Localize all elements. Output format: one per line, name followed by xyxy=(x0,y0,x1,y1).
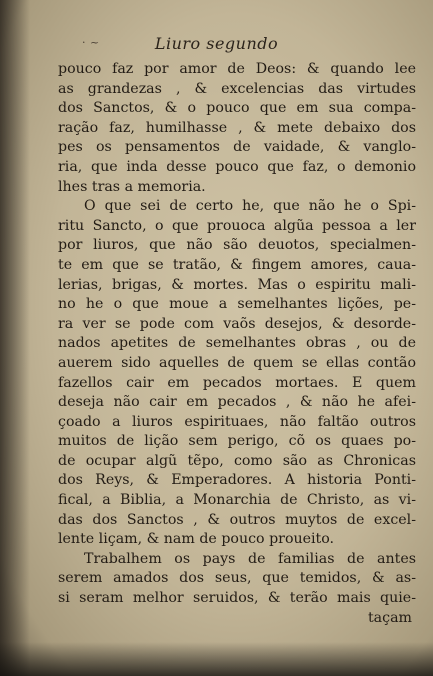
text-line: lhes tras a memoria. xyxy=(58,178,206,195)
text-line: das dos Sanctos , & outros muytos de excel- xyxy=(58,511,416,528)
text-line: pes os pensamentos de vaidade, & vanglo- xyxy=(58,139,416,156)
text-line: O que sei de certo he, que não he o Spi- xyxy=(84,198,416,215)
text-line: Trabalhem os pays de familias de antes xyxy=(84,550,416,567)
text-line: lerias, brigas, & mortes. Mas o espiritu mali- xyxy=(58,276,416,293)
text-line: serem amados dos seus, que temidos, & as- xyxy=(58,570,416,587)
text-line: dos Sanctos, & o pouco que em sua compa- xyxy=(58,100,416,117)
running-header xyxy=(0,34,433,53)
text-line: ritu Sancto, o que prouoca algũa pessoa a ler xyxy=(58,217,416,234)
text-line: fazellos cair em pecados mortaes. E quem xyxy=(58,374,416,391)
text-line: auerem sido aquelles de quem se ellas contão xyxy=(58,354,416,371)
text-line: deseja não cair em pecados , & não he afei- xyxy=(58,394,416,411)
text-line: pouco faz por amor de Deos: & quando lee xyxy=(58,61,416,77)
text-line: de ocupar algũ tẽpo, como são as Chronicas xyxy=(58,452,416,469)
text-line: nados apetites de semelhantes obras , ou de xyxy=(58,335,416,352)
text-line: muitos de lição sem perigo, cõ os quaes po- xyxy=(58,433,416,450)
text-line: no he o que moue a semelhantes lições, pe- xyxy=(58,296,416,313)
text-line: te em que se tratão, & fingem amores, caua- xyxy=(58,256,416,273)
body-text xyxy=(58,60,416,628)
text-line: çoado a liuros espirituaes, não faltão outros xyxy=(58,413,416,430)
text-line: fical, a Biblia, a Monarchia de Christo, as vi- xyxy=(58,492,416,509)
text-line: por liuros, que não são deuotos, specialmen- xyxy=(58,237,416,254)
text-line: dos Reys, & Emperadores. A historia Ponti- xyxy=(58,472,416,489)
header-ornament: · ~ xyxy=(82,36,100,49)
header-title: Liuro segundo xyxy=(154,34,279,53)
text-line: lente liçam, & nam de pouco proueito. xyxy=(58,531,335,548)
bottom-shadow xyxy=(0,642,433,676)
catchword: taçam xyxy=(367,609,412,626)
text-line: ração faz, humilhasse , & mete debaixo dos xyxy=(58,119,416,136)
text-line: ra ver se pode com vaõs desejos, & desorde- xyxy=(58,315,416,332)
text-line: si seram melhor seruidos, & terão mais quie- xyxy=(58,590,416,607)
text-line: ria, que inda desse pouco que faz, o demonio xyxy=(58,158,416,175)
gutter-shadow xyxy=(0,0,30,676)
text-line: as grandezas , & excelencias das virtudes xyxy=(58,80,416,97)
